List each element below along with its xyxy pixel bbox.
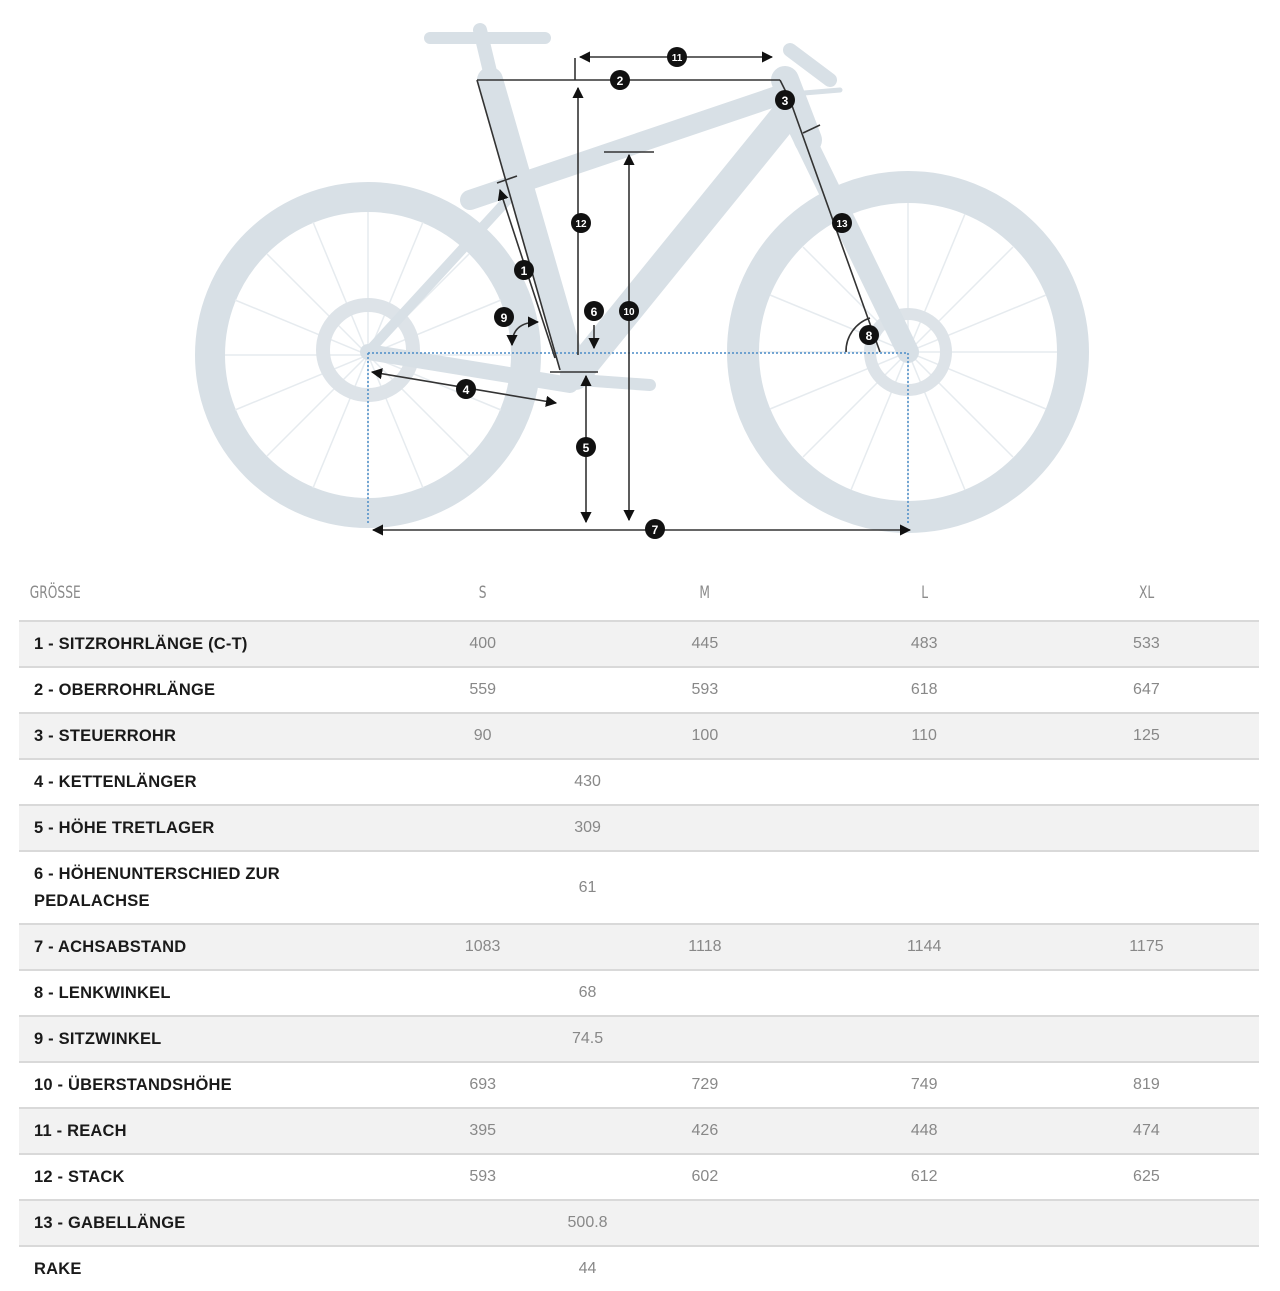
cell-value: 90 bbox=[370, 713, 595, 759]
table-row bbox=[19, 759, 1259, 805]
bike-geometry-diagram bbox=[0, 0, 1280, 560]
cell-shared-value bbox=[370, 805, 1259, 851]
row-label: 11 - REACH bbox=[19, 1108, 370, 1154]
cell-value: 819 bbox=[1034, 1062, 1259, 1108]
table-row bbox=[19, 1200, 1259, 1246]
table-row bbox=[19, 1154, 1259, 1200]
row-label: 9 - SITZWINKEL bbox=[19, 1016, 370, 1062]
row-label: 10 - ÜBERSTANDSHÖHE bbox=[19, 1062, 370, 1108]
size-header-m: M bbox=[699, 583, 711, 603]
cell-value: 474 bbox=[1034, 1108, 1259, 1154]
svg-text:12: 12 bbox=[575, 219, 587, 230]
table-row bbox=[19, 621, 1259, 667]
row-label: 8 - LENKWINKEL bbox=[19, 970, 370, 1016]
size-header-l: L bbox=[920, 583, 928, 603]
cell-value: 448 bbox=[815, 1108, 1034, 1154]
shared-value-text: 430 bbox=[574, 773, 601, 790]
shared-value-text: 61 bbox=[578, 878, 597, 896]
cell-shared-value bbox=[370, 1200, 1259, 1246]
marker-4 bbox=[456, 379, 476, 399]
cell-shared-value bbox=[370, 1246, 1259, 1291]
cell-value: 1083 bbox=[370, 924, 595, 970]
table-row bbox=[19, 667, 1259, 713]
row-label: 2 - OBERROHRLÄNGE bbox=[19, 667, 370, 713]
table-row bbox=[19, 924, 1259, 970]
marker-8 bbox=[859, 325, 879, 345]
table-row bbox=[19, 970, 1259, 1016]
cell-shared-value bbox=[370, 970, 1259, 1016]
table-row bbox=[19, 805, 1259, 851]
svg-text:4: 4 bbox=[462, 383, 470, 397]
table-row bbox=[19, 713, 1259, 759]
cell-value: 593 bbox=[370, 1154, 595, 1200]
svg-text:13: 13 bbox=[836, 219, 848, 230]
cell-value: 593 bbox=[595, 667, 814, 713]
svg-text:7: 7 bbox=[651, 523, 659, 537]
marker-13 bbox=[832, 213, 852, 233]
cell-value: 693 bbox=[370, 1062, 595, 1108]
size-header-xl: XL bbox=[1138, 583, 1155, 603]
marker-11 bbox=[667, 47, 687, 67]
cell-value: 426 bbox=[595, 1108, 814, 1154]
cell-value: 395 bbox=[370, 1108, 595, 1154]
cell-value: 533 bbox=[1034, 621, 1259, 667]
marker-5 bbox=[576, 437, 596, 457]
size-header-s: S bbox=[478, 583, 487, 603]
marker-10 bbox=[619, 301, 639, 321]
row-label: RAKE bbox=[19, 1246, 370, 1291]
marker-12 bbox=[571, 213, 591, 233]
svg-text:3: 3 bbox=[781, 94, 789, 108]
cell-value: 110 bbox=[815, 713, 1034, 759]
cell-value: 647 bbox=[1034, 667, 1259, 713]
svg-text:1: 1 bbox=[520, 264, 528, 278]
marker-2 bbox=[610, 70, 630, 90]
table-row bbox=[19, 1246, 1259, 1291]
cell-value: 400 bbox=[370, 621, 595, 667]
marker-7 bbox=[645, 519, 665, 539]
shared-value-text: 44 bbox=[578, 1260, 597, 1277]
table-row bbox=[19, 851, 1259, 924]
svg-text:11: 11 bbox=[671, 53, 683, 64]
cell-shared-value bbox=[370, 1016, 1259, 1062]
cell-shared-value bbox=[370, 851, 1259, 924]
shared-value-text: 74.5 bbox=[571, 1030, 604, 1047]
marker-9 bbox=[494, 307, 514, 327]
table-header-row bbox=[19, 566, 1259, 621]
row-label: 5 - HÖHE TRETLAGER bbox=[19, 805, 370, 851]
row-label: 1 - SITZROHRLÄNGE (C-T) bbox=[19, 621, 370, 667]
row-label: 4 - KETTENLÄNGER bbox=[19, 759, 370, 805]
svg-text:9: 9 bbox=[500, 311, 508, 325]
table-row bbox=[19, 1016, 1259, 1062]
cell-value: 602 bbox=[595, 1154, 814, 1200]
row-label: 3 - STEUERROHR bbox=[19, 713, 370, 759]
cell-value: 1118 bbox=[595, 924, 814, 970]
marker-3 bbox=[775, 90, 795, 110]
size-header-label: GRÖSSE bbox=[29, 583, 81, 603]
svg-text:2: 2 bbox=[616, 74, 624, 88]
cell-value: 125 bbox=[1034, 713, 1259, 759]
svg-text:6: 6 bbox=[590, 305, 598, 319]
row-label: 12 - STACK bbox=[19, 1154, 370, 1200]
table-row bbox=[19, 1108, 1259, 1154]
cell-value: 1175 bbox=[1034, 924, 1259, 970]
cell-value: 729 bbox=[595, 1062, 814, 1108]
cell-value: 100 bbox=[595, 713, 814, 759]
row-label: 13 - GABELLÄNGE bbox=[19, 1200, 370, 1246]
cell-value: 749 bbox=[815, 1062, 1034, 1108]
shared-value-text: 68 bbox=[578, 984, 597, 1001]
geometry-table bbox=[19, 566, 1259, 1291]
marker-6 bbox=[584, 301, 604, 321]
shared-value-text: 309 bbox=[574, 819, 601, 836]
table-row bbox=[19, 1062, 1259, 1108]
cell-value: 483 bbox=[815, 621, 1034, 667]
cell-value: 625 bbox=[1034, 1154, 1259, 1200]
svg-text:8: 8 bbox=[865, 329, 873, 343]
svg-text:5: 5 bbox=[582, 441, 590, 455]
shared-value-text: 500.8 bbox=[567, 1214, 608, 1231]
cell-value: 618 bbox=[815, 667, 1034, 713]
cell-shared-value bbox=[370, 759, 1259, 805]
svg-text:10: 10 bbox=[623, 307, 635, 318]
cell-value: 612 bbox=[815, 1154, 1034, 1200]
bike-illustration bbox=[0, 0, 1280, 560]
cell-value: 559 bbox=[370, 667, 595, 713]
cell-value: 1144 bbox=[815, 924, 1034, 970]
row-label: 7 - ACHSABSTAND bbox=[19, 924, 370, 970]
row-label: 6 - HÖHENUNTERSCHIED ZUR PEDALACHSE bbox=[19, 851, 370, 924]
cell-value: 445 bbox=[595, 621, 814, 667]
marker-1 bbox=[514, 260, 534, 280]
